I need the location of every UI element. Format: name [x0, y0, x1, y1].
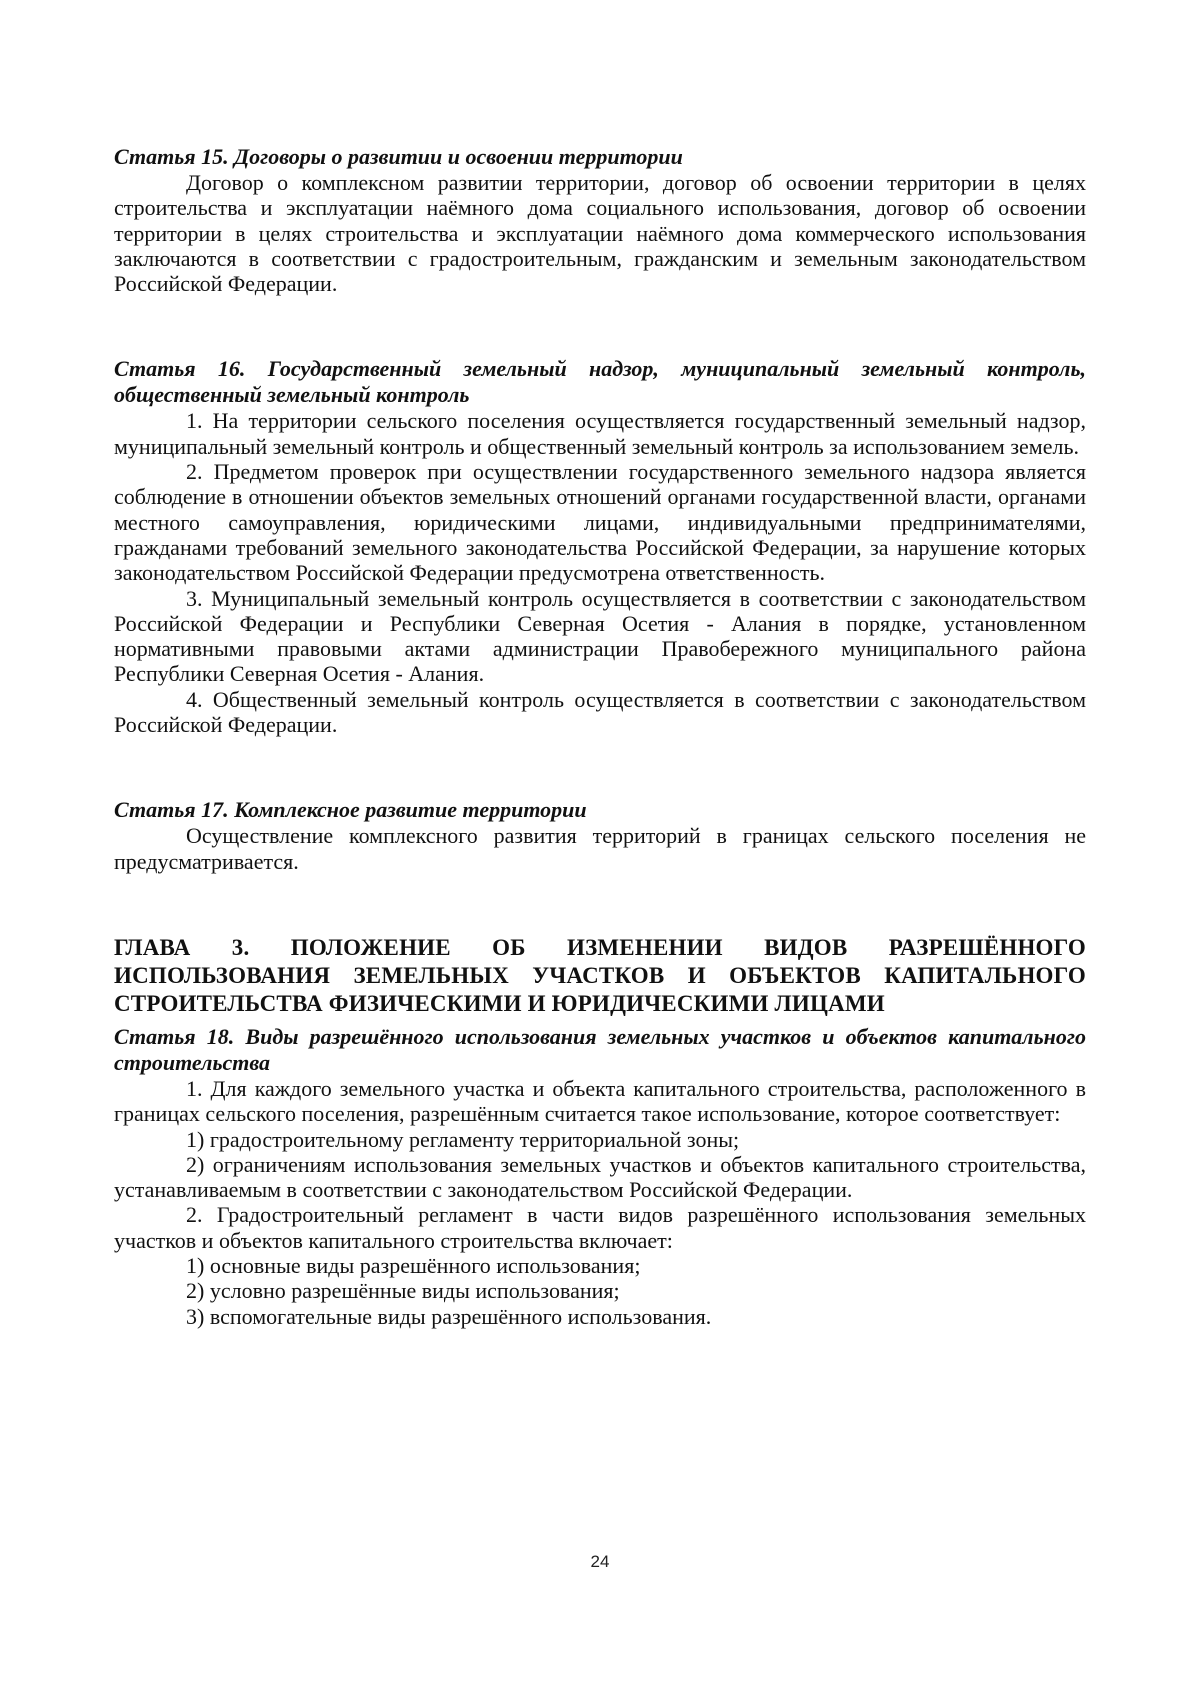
- article-18-paragraph-6: 2) условно разрешённые виды использования;: [186, 1278, 620, 1304]
- article-17-paragraph-1: Осуществление комплексного развития территорий в границах сельского поселения не предусматривается.: [114, 823, 1086, 874]
- spacer: [114, 296, 1086, 356]
- article-17: [114, 797, 1086, 874]
- article-16-paragraph-2: 2. Предметом проверок при осуществлении государственного земельного надзора является соблюдение в отношении объектов земельных отношений органами государственной власти, органами местного самоуправления, юридическими лицами, индивидуальными предпринимателями, гражданами требований земельного законодательства Российской Федерации, за нарушение которых законодательством Российской Федерации предусмотрена ответственность.: [114, 459, 1086, 586]
- article-16-paragraph-1: 1. На территории сельского поселения осуществляется государственный земельный надзор, муниципальный земельный контроль и общественный земельный контроль за использованием земель.: [114, 408, 1086, 459]
- article-18-paragraph-1: 1. Для каждого земельного участка и объекта капитального строительства, расположенного в границах сельского поселения, разрешённым считается такое использование, которое соответствует:: [114, 1075, 1086, 1127]
- chapter-3: [114, 934, 1086, 1018]
- article-16-paragraph-4: 4. Общественный земельный контроль осуществляется в соответствии с законодательством Российской Федерации.: [114, 686, 1086, 738]
- article-18-paragraph-2: 1) градостроительному регламенту территориальной зоны;: [186, 1126, 740, 1152]
- document-page: [114, 144, 1086, 1329]
- article-18-paragraph-7: 3) вспомогательные виды разрешённого использования.: [186, 1303, 712, 1329]
- article-16-title: Статья 16. Государственный земельный надзор, муниципальный земельный контроль, общественный земельный контроль: [114, 356, 1086, 408]
- article-18: [114, 1024, 1086, 1329]
- spacer: [114, 874, 1086, 934]
- article-18-title: Статья 18. Виды разрешённого использования земельных участков и объектов капитального строительства: [114, 1023, 1086, 1075]
- article-17-title: Статья 17. Комплексное развитие территории: [114, 797, 587, 823]
- article-18-paragraph-3: 2) ограничениям использования земельных участков и объектов капитального строительства, устанавливаемым в соответствии с законодательством Российской Федерации.: [114, 1151, 1086, 1203]
- article-15-paragraph-1: Договор о комплексном развитии территории, договор об освоении территории в целях строительства и эксплуатации наёмного дома социального использования, договор об освоении территории в целях строительства и эксплуатации наёмного дома коммерческого использования заключаются в соответствии с градостроительным, гражданским и земельным законодательством Российской Федерации.: [114, 170, 1086, 297]
- article-18-paragraph-5: 1) основные виды разрешённого использования;: [186, 1253, 641, 1279]
- article-18-paragraph-4: 2. Градостроительный регламент в части видов разрешённого использования земельных участков и объектов капитального строительства включает:: [114, 1202, 1086, 1253]
- article-16-paragraph-3: 3. Муниципальный земельный контроль осуществляется в соответствии с законодательством Российской Федерации и Республики Северная Осетия - Алания в порядке, установленном нормативными правовыми актами администрации Правобережного муниципального района Республики Северная Осетия - Алания.: [114, 585, 1086, 687]
- article-15-title: Статья 15. Договоры о развитии и освоении территории: [114, 144, 683, 169]
- article-15: [114, 144, 1086, 296]
- page-number: 24: [590, 1552, 610, 1571]
- article-16: [114, 356, 1086, 737]
- spacer: [114, 737, 1086, 797]
- chapter-3-title: ГЛАВА 3. ПОЛОЖЕНИЕ ОБ ИЗМЕНЕНИИ ВИДОВ РАЗРЕШЁННОГО ИСПОЛЬЗОВАНИЯ ЗЕМЕЛЬНЫХ УЧАСТКОВ И ОБЪЕКТОВ КАПИТАЛЬНОГО СТРОИТЕЛЬСТВА ФИЗИЧЕСКИМИ И ЮРИДИЧЕСКИМИ ЛИЦАМИ: [114, 934, 1086, 1016]
